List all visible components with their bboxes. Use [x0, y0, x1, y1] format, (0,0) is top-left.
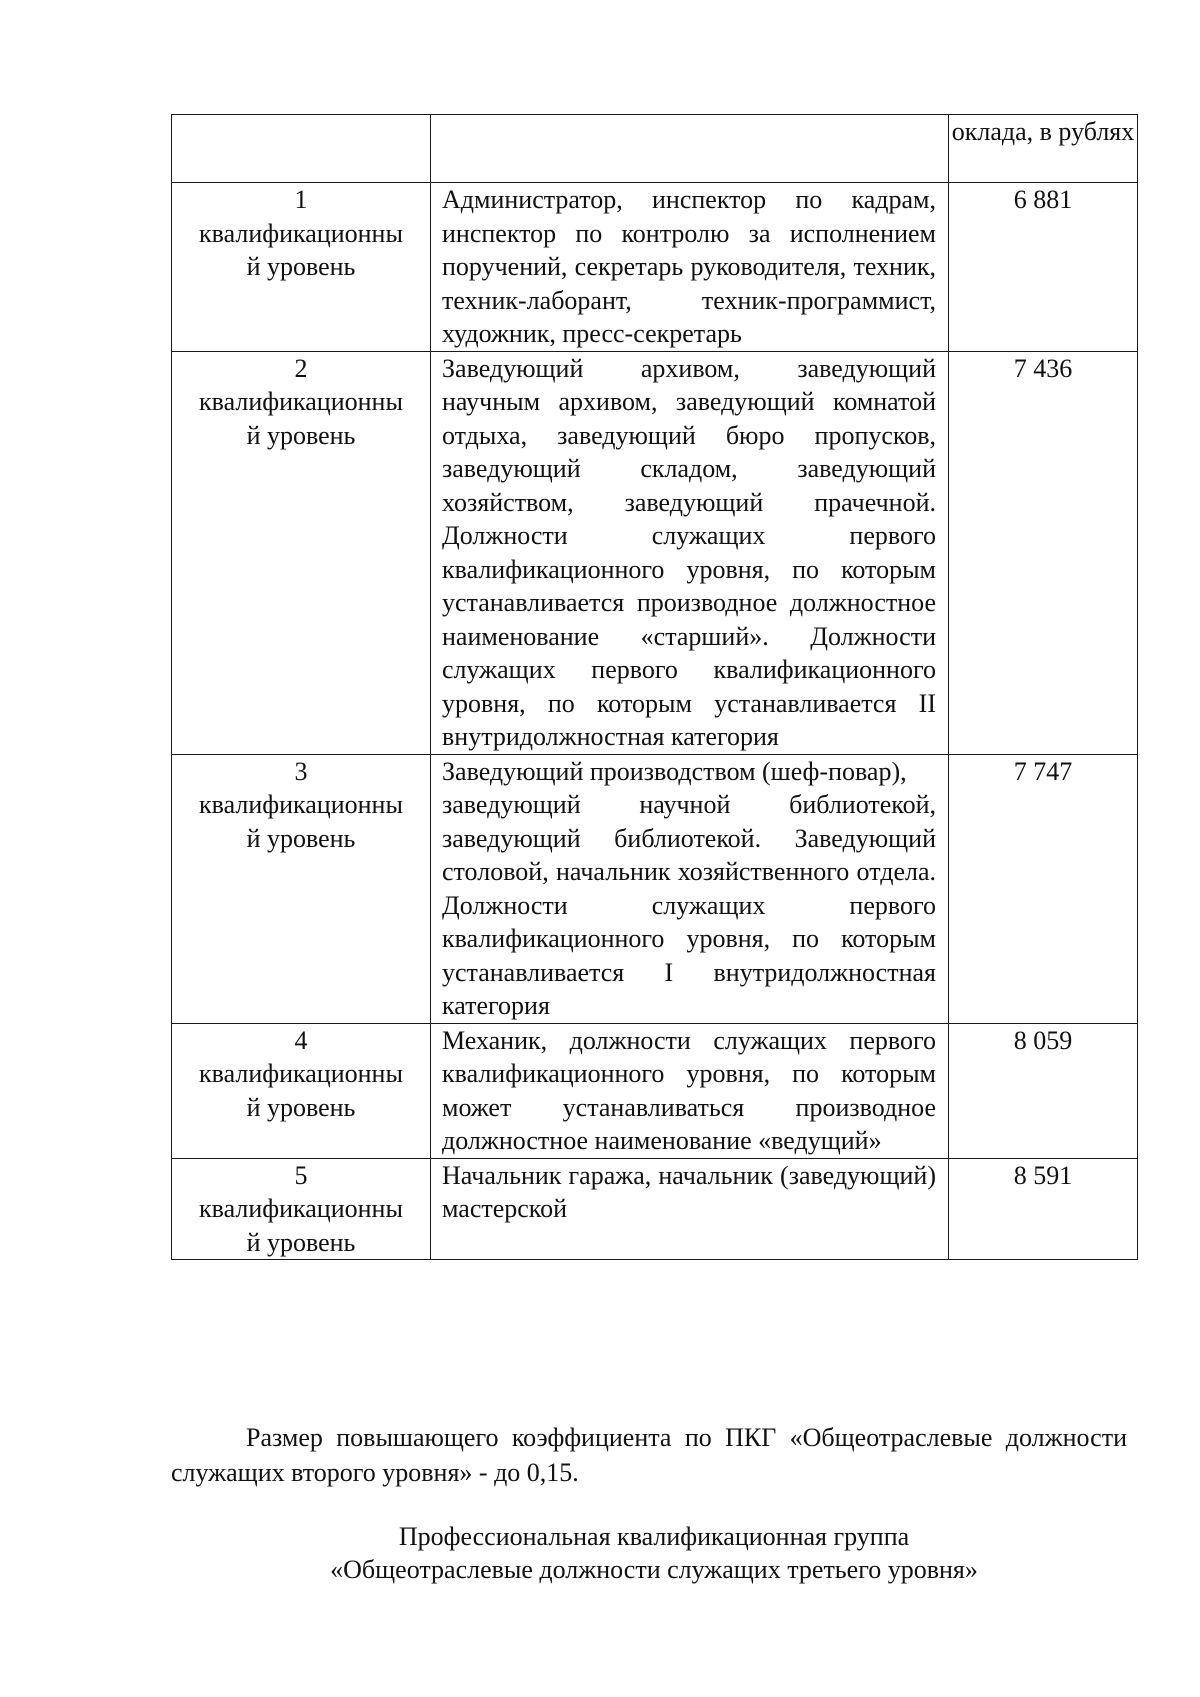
coefficient-note: Размер повышающего коэффициента по ПКГ «Общеотраслевые должности служащих второго уровня» - до 0,15. [171, 1423, 1127, 1487]
level-number: 5 [294, 1160, 308, 1190]
level-label: квалификационны [199, 218, 403, 248]
level-number: 3 [294, 756, 308, 786]
level-cell [172, 1023, 431, 1158]
level-label: квалификационны [199, 790, 403, 819]
salary-cell: 6 881 [949, 183, 1138, 352]
level-cell [172, 1158, 431, 1260]
positions-text: Заведующий производством (шеф-повар), [442, 756, 907, 786]
header-salary-cell: оклада, в рублях [949, 115, 1138, 183]
positions-cell [431, 754, 949, 1023]
table-row [172, 183, 1138, 352]
positions-cell: Администратор, инспектор по кадрам, инспектор по контролю за исполнением поручений, секретарь руководителя, техник, техник-лаборант, техник-программист, художник, пресс-секретарь [431, 183, 949, 352]
salary-cell: 7 436 [949, 351, 1138, 754]
level-label: квалификационны [199, 1194, 403, 1223]
level-label: й уровень [246, 1092, 356, 1122]
level-number: 1 [294, 185, 308, 214]
table-row [172, 351, 1138, 754]
section-heading [171, 1520, 1137, 1586]
section-heading-line: Профессиональная квалификационная группа [398, 1522, 910, 1551]
table-row [172, 754, 1138, 1023]
level-cell [172, 183, 431, 352]
salary-cell: 8 591 [949, 1158, 1138, 1260]
level-cell [172, 351, 431, 754]
header-level-cell [172, 115, 431, 183]
level-label: й уровень [246, 252, 356, 281]
level-label: квалификационны [199, 1059, 403, 1088]
level-label: й уровень [246, 1227, 356, 1257]
positions-cell: Заведующий архивом, заведующий научным архивом, заведующий комнатой отдыха, заведующий бюро пропусков, заведующий складом, заведующий хозяйством, заведующий прачечной. Должности служащих первого квалификационного уровня, по которым устанавливается производное должностное наименование «старший». Должности служащих первого квалификационного уровня, по которым устанавливается II внутридолжностная категория [431, 351, 949, 754]
level-label: й уровень [246, 823, 356, 853]
salary-cell: 7 747 [949, 754, 1138, 1023]
level-label: квалификационны [199, 387, 403, 416]
header-positions-cell [431, 115, 949, 183]
level-number: 2 [294, 353, 308, 383]
section-heading-line: «Общеотраслевые должности служащих третьего уровня» [330, 1555, 978, 1584]
positions-cell: Механик, должности служащих первого квалификационного уровня, по которым может устанавливаться производное должностное наименование «ведущий» [431, 1023, 949, 1158]
salary-table [171, 114, 1138, 1260]
level-number: 4 [294, 1025, 308, 1055]
level-cell [172, 754, 431, 1023]
table-row [172, 1023, 1138, 1158]
table-header-row [172, 115, 1138, 183]
positions-text: заведующий научной библиотекой, заведующий библиотекой. Заведующий столовой, начальник хозяйственного отдела. Должности служащих первого квалификационного уровня, по которым устанавливается I внутридолжностная категория [442, 790, 936, 1020]
table-row [172, 1158, 1138, 1260]
level-label: й уровень [246, 420, 356, 450]
positions-cell: Начальник гаража, начальник (заведующий) мастерской [431, 1158, 949, 1260]
salary-cell: 8 059 [949, 1023, 1138, 1158]
